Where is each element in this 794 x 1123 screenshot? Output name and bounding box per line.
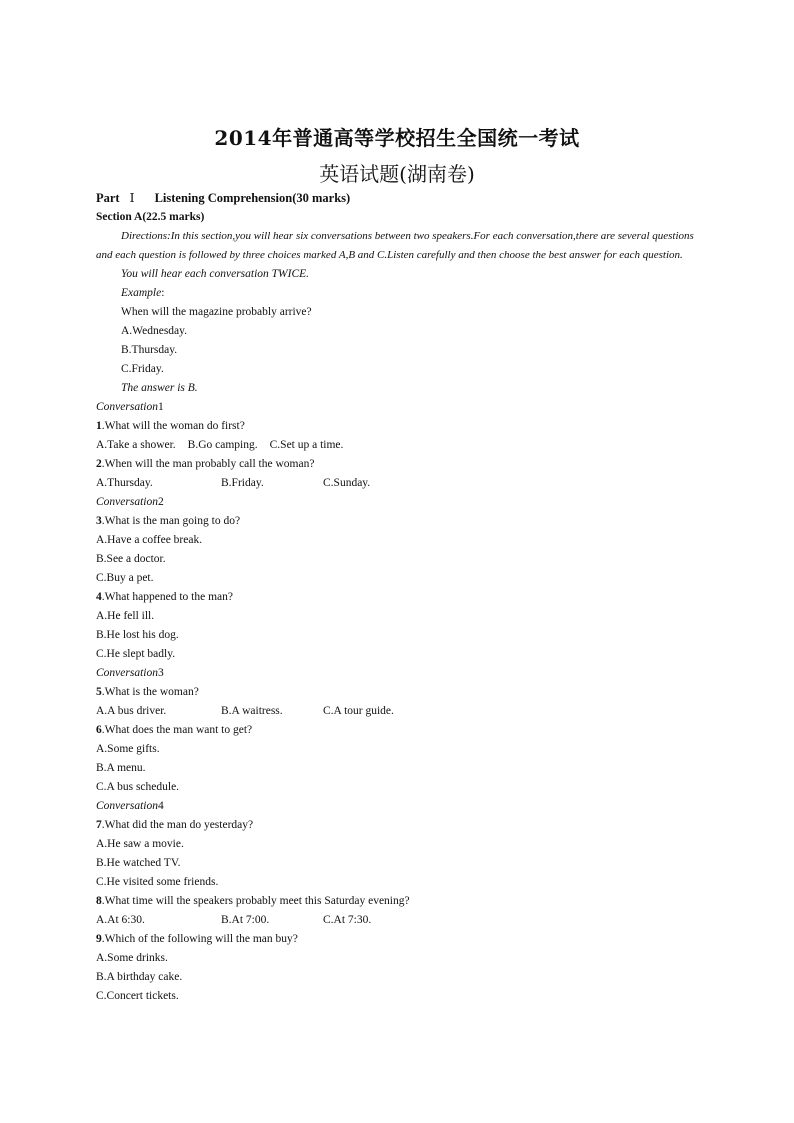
answer-options-row: [96, 436, 696, 455]
question-number: 1: [96, 420, 102, 432]
question-text: 4.What happened to the man?: [96, 591, 233, 603]
part-name: Listening Comprehension(30 marks): [154, 191, 351, 205]
question-number: 6: [96, 724, 102, 736]
question-number: 8: [96, 895, 102, 907]
exam-subtitle: 英语试题(湖南卷): [319, 162, 475, 186]
section-heading: Section A(22.5 marks): [96, 211, 205, 223]
answer-option: B.A waitress.: [221, 705, 283, 717]
twice-note: You will hear each conversation TWICE.: [121, 268, 310, 280]
answer-option: C.A tour guide.: [323, 705, 394, 717]
answer-option: A.Have a coffee break.: [96, 534, 203, 546]
question-text: 5.What is the woman?: [96, 686, 199, 698]
question-text: 3.What is the man going to do?: [96, 515, 241, 527]
directions-text: Directions:In this section,you will hear six conversations between two speakers.For each conversation,there are several questions and each question is followed by three choices marked A,B and C.Listen carefully and then choose the best answer for each question.: [96, 230, 694, 261]
example-option-b: B.Thursday.: [121, 344, 178, 356]
part-heading: [96, 189, 696, 208]
answer-option: A.Take a shower.: [96, 439, 176, 451]
conversation-heading: Conversation2: [96, 496, 164, 508]
answer-options-row: [96, 702, 696, 721]
answer-option: C.A bus schedule.: [96, 781, 180, 793]
part-label: Part: [96, 191, 120, 205]
answer-option: C.At 7:30.: [323, 914, 372, 926]
answer-option: C.Concert tickets.: [96, 990, 179, 1002]
question-text: 6.What does the man want to get?: [96, 724, 253, 736]
answer-option: A.Some drinks.: [96, 952, 168, 964]
exam-content: [96, 189, 696, 1006]
question-text: 7.What did the man do yesterday?: [96, 819, 254, 831]
conversation-heading: Conversation3: [96, 667, 164, 679]
question-text: 8.What time will the speakers probably meet this Saturday evening?: [96, 895, 410, 907]
question-number: 5: [96, 686, 102, 698]
example-answer: The answer is B.: [121, 382, 198, 394]
answer-option: A.Thursday.: [96, 477, 153, 489]
answer-option: A.Some gifts.: [96, 743, 160, 755]
question-text: 1.What will the woman do first?: [96, 420, 245, 432]
question-number: 4: [96, 591, 102, 603]
answer-option: B.Friday.: [221, 477, 264, 489]
answer-option: A.At 6:30.: [96, 914, 145, 926]
answer-option: A.He fell ill.: [96, 610, 155, 622]
question-text: 2.When will the man probably call the woman?: [96, 458, 315, 470]
answer-option: C.Buy a pet.: [96, 572, 154, 584]
answer-option: C.He visited some friends.: [96, 876, 219, 888]
question-number: 3: [96, 515, 102, 527]
answer-option: B.A birthday cake.: [96, 971, 183, 983]
question-number: 9: [96, 933, 102, 945]
answer-option: B.A menu.: [96, 762, 146, 774]
answer-option: A.He saw a movie.: [96, 838, 184, 850]
answer-option: B.He lost his dog.: [96, 629, 179, 641]
answer-option: A.A bus driver.: [96, 705, 167, 717]
answer-option: C.Sunday.: [323, 477, 371, 489]
question-number: 7: [96, 819, 102, 831]
answer-option: C.Set up a time.: [269, 439, 344, 451]
answer-option: B.See a doctor.: [96, 553, 166, 565]
answer-options-row: [96, 474, 696, 493]
example-option-c: C.Friday.: [121, 363, 164, 375]
part-numeral: Ⅰ: [129, 191, 135, 205]
answer-option: B.He watched TV.: [96, 857, 181, 869]
example-option-a: A.Wednesday.: [121, 325, 188, 337]
answer-option: C.He slept badly.: [96, 648, 176, 660]
question-text: 9.Which of the following will the man buy?: [96, 933, 298, 945]
conversation-heading: Conversation4: [96, 800, 164, 812]
question-number: 2: [96, 458, 102, 470]
example-question: When will the magazine probably arrive?: [121, 306, 312, 318]
exam-title: 2014年普通高等学校招生全国统一考试: [214, 126, 580, 150]
answer-options-row: [96, 911, 696, 930]
example-label: Example:: [121, 287, 165, 299]
conversation-heading: Conversation1: [96, 401, 164, 413]
answer-option: B.At 7:00.: [221, 914, 270, 926]
conversation-list: [96, 398, 696, 1006]
answer-option: B.Go camping.: [187, 439, 258, 451]
